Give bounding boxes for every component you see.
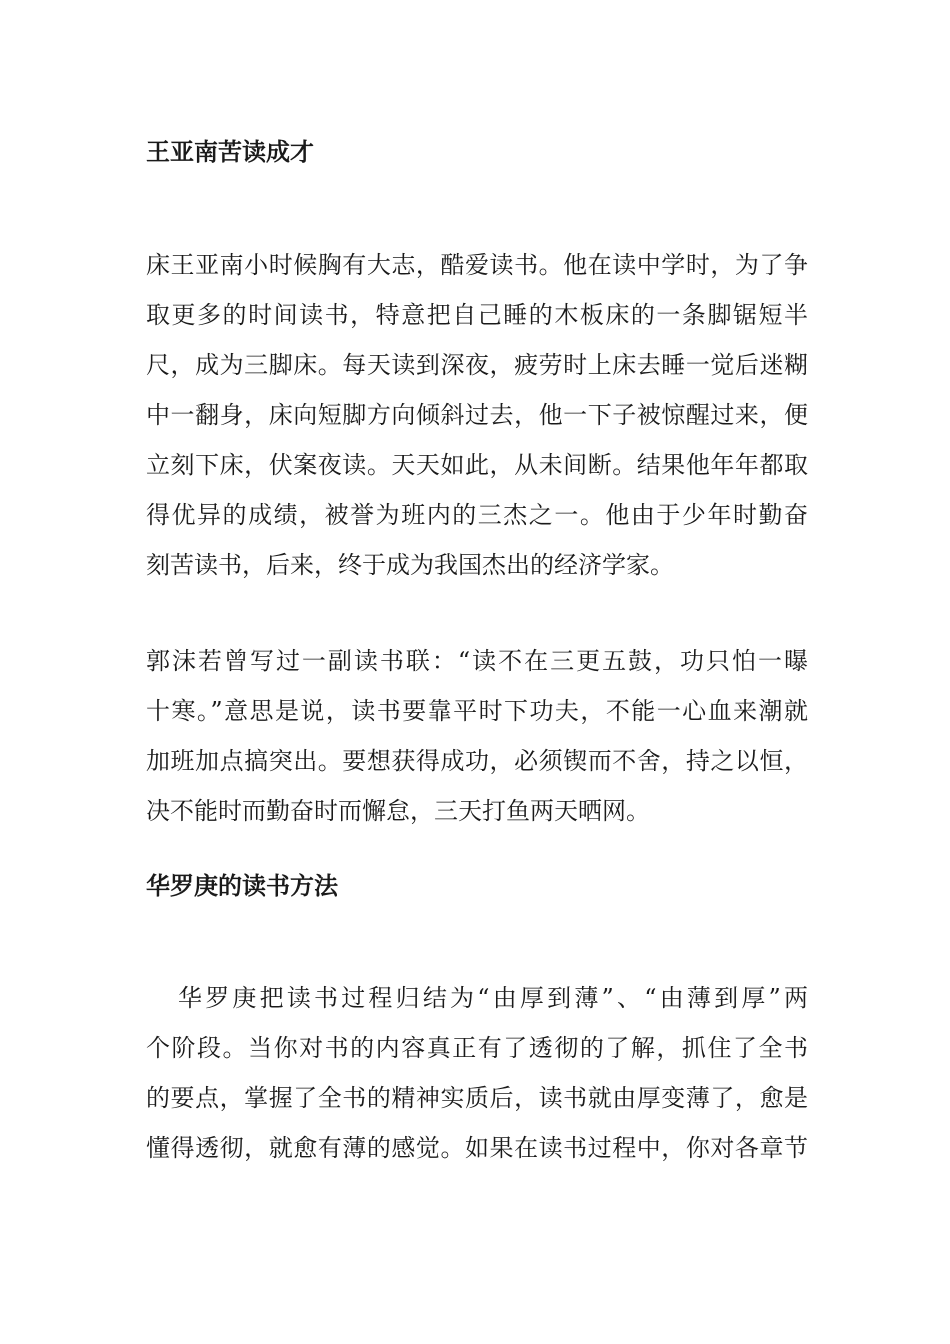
paragraph-line: 刻苦读书，后来，终于成为我国杰出的经济学家。 xyxy=(146,551,674,579)
paragraph-line: 中一翻身，床向短脚方向倾斜过去，他一下子被惊醒过来，便 xyxy=(146,401,808,429)
section-heading-hua-luogeng: 华罗庚的读书方法 xyxy=(146,871,338,900)
paragraph-line: 懂得透彻，就愈有薄的感觉。如果在读书过程中，你对各章节 xyxy=(146,1134,808,1162)
paragraph-line: 加班加点搞突出。要想获得成功，必须锲而不舍，持之以恒， xyxy=(146,747,808,775)
paragraph-hua-luogeng-method xyxy=(146,973,808,1173)
paragraph-line: 床王亚南小时候胸有大志，酷爱读书。他在读中学时，为了争 xyxy=(146,251,808,279)
paragraph-line: 郭沫若曾写过一副读书联：“读不在三更五鼓，功只怕一曝 xyxy=(146,647,808,675)
paragraph-line: 取更多的时间读书，特意把自己睡的木板床的一条脚锯短半 xyxy=(146,301,808,329)
paragraph-line: 得优异的成绩，被誉为班内的三杰之一。他由于少年时勤奋 xyxy=(146,501,808,529)
section-heading-wang-yanan: 王亚南苦读成才 xyxy=(146,137,314,166)
paragraph-line: 华罗庚把读书过程归结为“由厚到薄”、“由薄到厚”两 xyxy=(178,984,808,1012)
paragraph-line: 个阶段。当你对书的内容真正有了透彻的了解，抓住了全书 xyxy=(146,1034,808,1062)
paragraph-guo-moruo-couplet xyxy=(146,636,808,836)
paragraph-line: 的要点，掌握了全书的精神实质后，读书就由厚变薄了，愈是 xyxy=(146,1084,808,1112)
paragraph-line: 尺，成为三脚床。每天读到深夜，疲劳时上床去睡一觉后迷糊 xyxy=(146,351,808,379)
paragraph-line: 十寒。”意思是说，读书要靠平时下功夫，不能一心血来潮就 xyxy=(146,697,808,725)
paragraph-line: 立刻下床，伏案夜读。天天如此，从未间断。结果他年年都取 xyxy=(146,451,808,479)
paragraph-wang-yanan-story xyxy=(146,240,808,590)
paragraph-line: 决不能时而勤奋时而懈怠，三天打鱼两天晒网。 xyxy=(146,797,650,825)
